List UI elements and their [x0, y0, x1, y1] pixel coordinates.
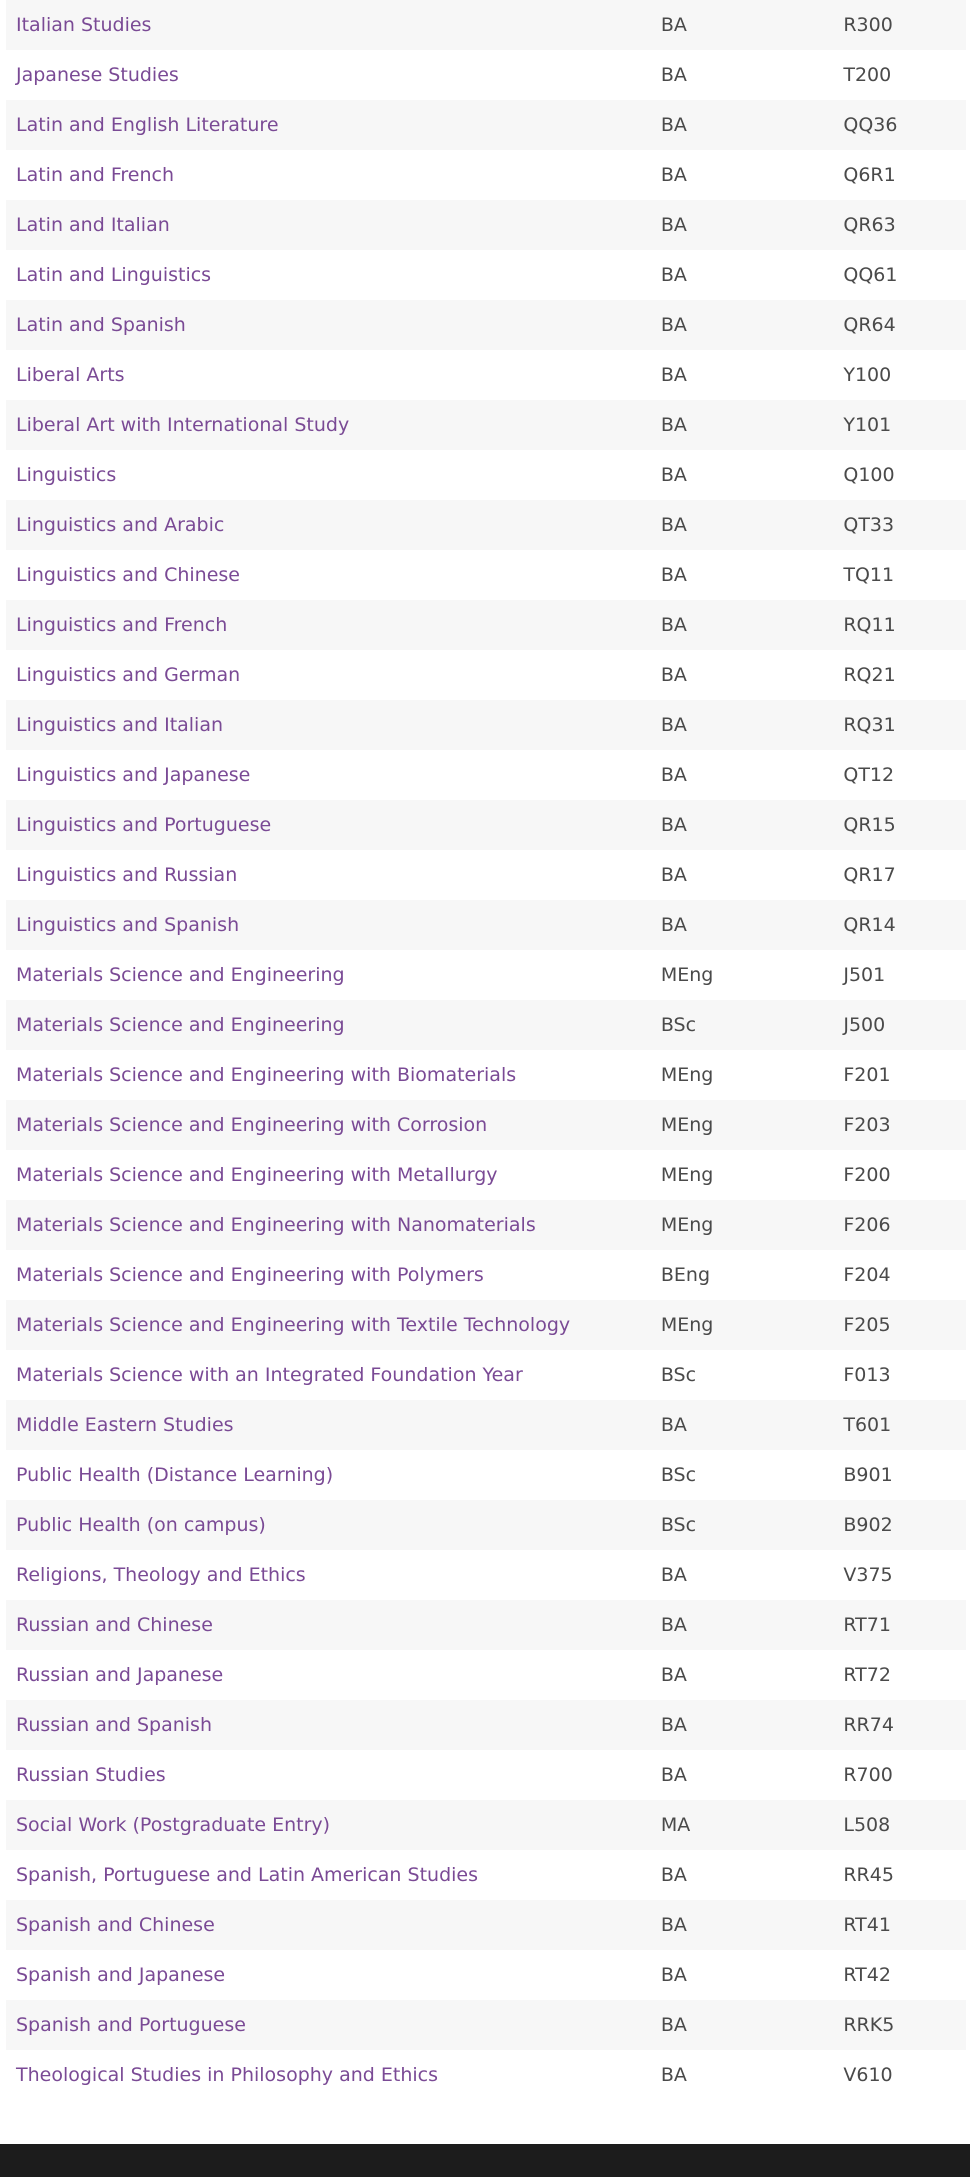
course-name-cell [6, 900, 661, 950]
course-link[interactable]: Linguistics [16, 464, 117, 486]
course-name-cell [6, 400, 661, 450]
course-award: BEng [660, 1264, 711, 1286]
course-link[interactable]: Russian and Japanese [16, 1664, 224, 1686]
table-row [6, 150, 966, 200]
course-code: J500 [843, 1014, 886, 1036]
course-name-cell [6, 700, 661, 750]
table-row [6, 650, 966, 700]
course-award: BA [660, 64, 687, 86]
course-award: BA [660, 714, 687, 736]
course-code: B902 [843, 1514, 893, 1536]
course-link[interactable]: Public Health (on campus) [16, 1514, 266, 1536]
table-row [6, 2050, 966, 2100]
table-row [6, 450, 966, 500]
course-award: BA [660, 1664, 687, 1686]
course-code: Y101 [843, 414, 892, 436]
course-award: BA [660, 664, 687, 686]
course-name-cell [6, 150, 661, 200]
course-name-cell [6, 1150, 661, 1200]
course-link[interactable]: Middle Eastern Studies [16, 1414, 234, 1436]
course-name-cell [6, 1500, 661, 1550]
course-code: T601 [843, 1414, 892, 1436]
course-code: F203 [843, 1114, 891, 1136]
course-code: QR15 [843, 814, 896, 836]
course-link[interactable]: Linguistics and Italian [16, 714, 224, 736]
course-award: BA [660, 464, 687, 486]
course-link[interactable]: Linguistics and Russian [16, 864, 238, 886]
table-row [6, 1600, 966, 1650]
course-link[interactable]: Russian and Spanish [16, 1714, 213, 1736]
course-award: BA [660, 14, 687, 36]
course-code: RQ31 [843, 714, 896, 736]
table-row [6, 1350, 966, 1400]
course-name-cell [6, 250, 661, 300]
table-row [6, 2000, 966, 2050]
course-code: QT12 [843, 764, 895, 786]
course-link[interactable]: Materials Science and Engineering [16, 1014, 345, 1036]
course-name-cell [6, 650, 661, 700]
course-link[interactable]: Latin and Linguistics [16, 264, 212, 286]
course-award: BSc [660, 1364, 697, 1386]
course-name-cell [6, 750, 661, 800]
course-code: RT71 [843, 1614, 891, 1636]
course-name-cell [6, 1050, 661, 1100]
table-row [6, 550, 966, 600]
course-name-cell [6, 1450, 661, 1500]
course-award: BA [660, 564, 687, 586]
course-award: MEng [660, 1064, 714, 1086]
course-code: RT72 [843, 1664, 891, 1686]
course-link[interactable]: Liberal Arts [16, 364, 125, 386]
course-award: BA [660, 1414, 687, 1436]
table-row [6, 700, 966, 750]
course-code: B901 [843, 1464, 893, 1486]
table-row [6, 1900, 966, 1950]
course-award: BA [660, 1564, 687, 1586]
course-code: V610 [843, 2064, 893, 2086]
course-code: RRK5 [843, 2014, 895, 2036]
course-name-cell [6, 450, 661, 500]
course-link[interactable]: Theological Studies in Philosophy and Ethics [16, 2064, 438, 2086]
course-code: QR64 [843, 314, 896, 336]
course-name-cell [6, 1650, 661, 1700]
course-link[interactable]: Materials Science and Engineering with Textile Technology [16, 1314, 571, 1336]
course-name-cell [6, 950, 661, 1000]
course-name-cell [6, 1900, 661, 1950]
course-name-cell [6, 1300, 661, 1350]
table-row [6, 250, 966, 300]
table-row [6, 50, 966, 100]
course-code: RR45 [843, 1864, 894, 1886]
course-name-cell [6, 1800, 661, 1850]
course-link[interactable]: Spanish, Portuguese and Latin American Studies [16, 1864, 478, 1886]
course-code: T200 [843, 64, 892, 86]
course-code: F201 [843, 1064, 891, 1086]
course-link[interactable]: Materials Science and Engineering with Polymers [16, 1264, 484, 1286]
course-name-cell [6, 200, 661, 250]
course-link[interactable]: Materials Science and Engineering with Metallurgy [16, 1164, 498, 1186]
course-award: MA [660, 1814, 691, 1836]
course-name-cell [6, 1250, 661, 1300]
course-name-cell [6, 1000, 661, 1050]
course-name-cell [6, 100, 661, 150]
course-name-cell [6, 2000, 661, 2050]
course-code: RT42 [843, 1964, 891, 1986]
course-award: BA [660, 1764, 687, 1786]
course-name-cell [6, 550, 661, 600]
table-row [6, 900, 966, 950]
course-link[interactable]: Spanish and Portuguese [16, 2014, 246, 2036]
table-row [6, 300, 966, 350]
course-code: RQ11 [843, 614, 896, 636]
course-link[interactable]: Latin and Spanish [16, 314, 186, 336]
table-row [6, 1000, 966, 1050]
table-row [6, 1700, 966, 1750]
course-link[interactable]: Linguistics and Arabic [16, 514, 225, 536]
course-award: MEng [660, 1164, 714, 1186]
course-award: BA [660, 2064, 687, 2086]
table-row [6, 1650, 966, 1700]
course-award: BA [660, 1964, 687, 1986]
table-row [6, 1300, 966, 1350]
table-row [6, 1200, 966, 1250]
course-code: RQ21 [843, 664, 896, 686]
course-award: BA [660, 414, 687, 436]
course-name-cell [6, 1950, 661, 2000]
table-row [6, 1750, 966, 1800]
course-code: RT41 [843, 1914, 891, 1936]
course-name-cell [6, 1350, 661, 1400]
table-row [6, 950, 966, 1000]
table-row [6, 1950, 966, 2000]
course-name-cell [6, 1400, 661, 1450]
course-award: BA [660, 1614, 687, 1636]
course-award: BA [660, 114, 687, 136]
course-award: BA [660, 614, 687, 636]
course-award: BA [660, 814, 687, 836]
course-link[interactable]: Materials Science and Engineering [16, 964, 345, 986]
course-award: BA [660, 264, 687, 286]
course-award: MEng [660, 1314, 714, 1336]
course-code: F206 [843, 1214, 891, 1236]
course-code: Q6R1 [843, 164, 896, 186]
course-link[interactable]: Linguistics and German [16, 664, 241, 686]
course-link[interactable]: Linguistics and Portuguese [16, 814, 272, 836]
course-award: BA [660, 314, 687, 336]
course-link[interactable]: Japanese Studies [16, 64, 179, 86]
course-award: MEng [660, 964, 714, 986]
course-link[interactable]: Materials Science and Engineering with Biomaterials [16, 1064, 517, 1086]
course-code: QQ61 [843, 264, 898, 286]
course-name-cell [6, 1600, 661, 1650]
course-code: J501 [843, 964, 886, 986]
table-row [6, 1100, 966, 1150]
course-award: BA [660, 214, 687, 236]
course-award: BA [660, 764, 687, 786]
course-code: L508 [843, 1814, 891, 1836]
course-award: MEng [660, 1214, 714, 1236]
course-award: BA [660, 514, 687, 536]
course-code: Y100 [843, 364, 892, 386]
course-award: BSc [660, 1014, 697, 1036]
course-link[interactable]: Latin and English Literature [16, 114, 279, 136]
course-code: TQ11 [843, 564, 895, 586]
course-name-cell [6, 300, 661, 350]
table-row [6, 800, 966, 850]
course-link[interactable]: Materials Science and Engineering with Nanomaterials [16, 1214, 536, 1236]
course-link[interactable]: Russian and Chinese [16, 1614, 213, 1636]
table-row [6, 1850, 966, 1900]
table-row [6, 0, 966, 50]
course-link[interactable]: Latin and Italian [16, 214, 170, 236]
course-name-cell [6, 1850, 661, 1900]
course-code: F200 [843, 1164, 891, 1186]
course-name-cell [6, 0, 661, 50]
course-link[interactable]: Italian Studies [16, 14, 152, 36]
course-code: F204 [843, 1264, 891, 1286]
course-award: BA [660, 1714, 687, 1736]
table-row [6, 1050, 966, 1100]
course-award: BA [660, 364, 687, 386]
course-award: BA [660, 1864, 687, 1886]
course-award: BA [660, 914, 687, 936]
course-code: QR63 [843, 214, 896, 236]
table-row [6, 1250, 966, 1300]
course-link[interactable]: Linguistics and French [16, 614, 228, 636]
course-link[interactable]: Linguistics and Chinese [16, 564, 240, 586]
course-code: V375 [843, 1564, 893, 1586]
course-link[interactable]: Religions, Theology and Ethics [16, 1564, 306, 1586]
course-name-cell [6, 800, 661, 850]
course-code: QT33 [843, 514, 895, 536]
course-name-cell [6, 850, 661, 900]
course-link[interactable]: Public Health (Distance Learning) [16, 1464, 334, 1486]
course-award: BSc [660, 1464, 697, 1486]
course-name-cell [6, 600, 661, 650]
table-row [6, 750, 966, 800]
table-row [6, 400, 966, 450]
course-table [6, 0, 966, 2100]
course-code: QQ36 [843, 114, 898, 136]
course-award: MEng [660, 1114, 714, 1136]
course-code: Q100 [843, 464, 895, 486]
course-name-cell [6, 1550, 661, 1600]
course-code: R700 [843, 1764, 893, 1786]
course-name-cell [6, 500, 661, 550]
course-name-cell [6, 1200, 661, 1250]
course-award: BA [660, 864, 687, 886]
course-link[interactable]: Social Work (Postgraduate Entry) [16, 1814, 331, 1836]
course-link[interactable]: Materials Science and Engineering with Corrosion [16, 1114, 488, 1136]
table-row [6, 1500, 966, 1550]
course-code: QR17 [843, 864, 896, 886]
course-award: BSc [660, 1514, 697, 1536]
table-row [6, 1450, 966, 1500]
course-link[interactable]: Liberal Art with International Study [16, 414, 350, 436]
table-row [6, 350, 966, 400]
table-row [6, 600, 966, 650]
course-link[interactable]: Spanish and Chinese [16, 1914, 215, 1936]
table-row [6, 1150, 966, 1200]
table-row [6, 1400, 966, 1450]
course-link[interactable]: Linguistics and Japanese [16, 764, 251, 786]
course-code: F013 [843, 1364, 891, 1386]
course-link[interactable]: Latin and French [16, 164, 174, 186]
course-link[interactable]: Linguistics and Spanish [16, 914, 240, 936]
course-code: QR14 [843, 914, 896, 936]
table-row [6, 500, 966, 550]
table-row [6, 1800, 966, 1850]
course-code: RR74 [843, 1714, 894, 1736]
course-link[interactable]: Russian Studies [16, 1764, 166, 1786]
course-name-cell [6, 1700, 661, 1750]
course-link[interactable]: Materials Science with an Integrated Foundation Year [16, 1364, 523, 1386]
course-name-cell [6, 1100, 661, 1150]
table-row [6, 200, 966, 250]
course-award: BA [660, 164, 687, 186]
course-table-body [6, 0, 966, 2100]
course-award: BA [660, 2014, 687, 2036]
course-code: R300 [843, 14, 893, 36]
page-footer [0, 2144, 970, 2177]
table-row [6, 850, 966, 900]
table-row [6, 100, 966, 150]
course-name-cell [6, 2050, 661, 2100]
course-award: BA [660, 1914, 687, 1936]
course-name-cell [6, 350, 661, 400]
course-code: F205 [843, 1314, 891, 1336]
course-name-cell [6, 50, 661, 100]
course-link[interactable]: Spanish and Japanese [16, 1964, 226, 1986]
course-name-cell [6, 1750, 661, 1800]
table-row [6, 1550, 966, 1600]
